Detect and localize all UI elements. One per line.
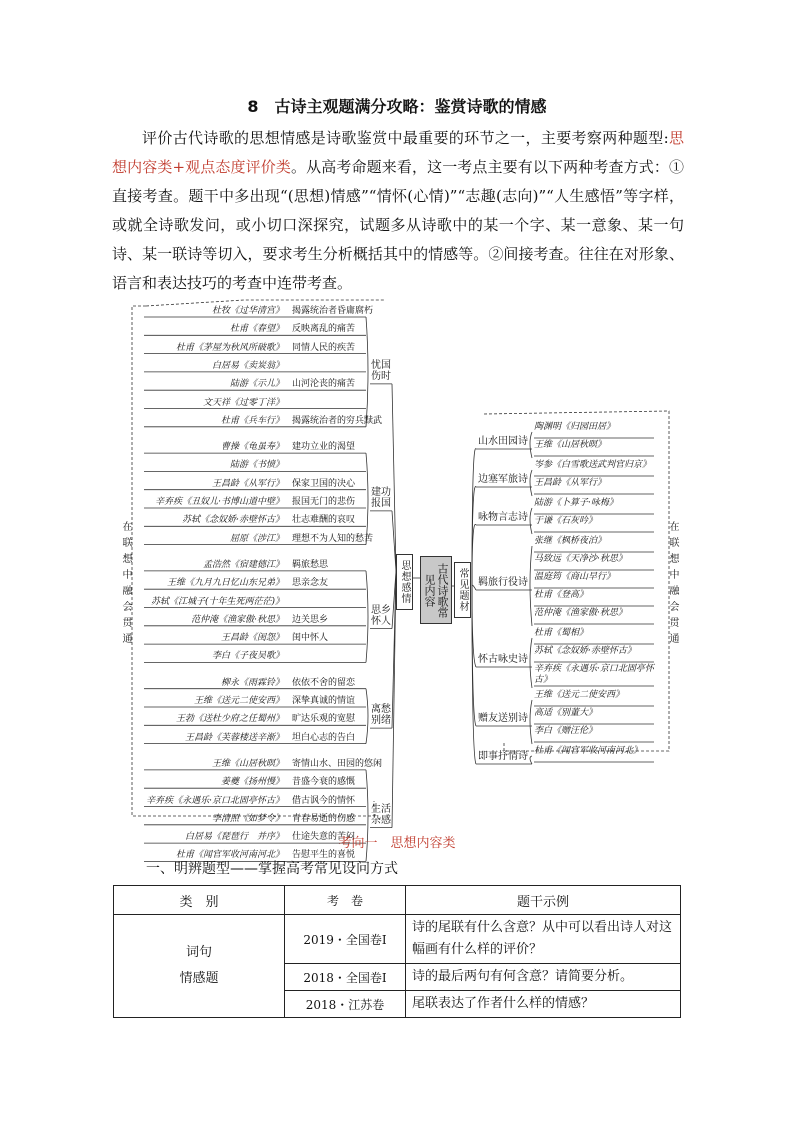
theme-label: 同情人民的疾苦 xyxy=(292,342,356,353)
poem-title: 苏轼《念奴娇·赤壁怀古》 xyxy=(182,515,284,526)
theme-label: 保家卫国的决心 xyxy=(292,478,356,489)
poem-title: 杜甫《春望》 xyxy=(229,324,284,335)
theme-label: 建功立业的渴望 xyxy=(292,442,356,453)
theme-label: 理想不为人知的愁苦 xyxy=(292,533,374,544)
intro-paragraph xyxy=(112,124,684,298)
category-cell xyxy=(114,915,285,1018)
right-root-box: 常见题材 xyxy=(454,562,471,618)
sub-heading: 一、明辨题型——掌握高考常见设问方式 xyxy=(146,861,398,877)
left-category-2: 思乡怀人 xyxy=(371,604,391,627)
theme-label: 青春易逝的伤感 xyxy=(292,813,356,824)
intro-text-2: 。从高考命题来看，这一考点主要有以下两种考查方式：①直接考查。题干中多出现“(思想)情感”“情怀(心情)”“志趣(志向)”“人生感悟”等字样，或就全诗歌发问，或小切口深探究，试题多从诗歌中的某一个字、某一意象、某一句诗、某一联诗等切入，要求考生分析概括其中的情感等。②间接考查。往往在对形象、语言和表达技巧的考查中连带考查。 xyxy=(112,158,684,292)
poem-title: 王昌龄《从军行》 xyxy=(534,478,607,488)
theme-label: 闺中怀人 xyxy=(292,633,329,644)
poem-title: 杜甫《闻官军收河南河北》 xyxy=(534,746,643,756)
theme-label: 依依不舍的留恋 xyxy=(292,677,356,688)
poem-title: 辛弃疾《永遇乐·京口北固亭怀古》 xyxy=(146,795,284,806)
poem-title: 张继《枫桥夜泊》 xyxy=(534,536,607,546)
header-category: 类 别 xyxy=(114,886,285,915)
right-category-5: 赠友送别诗 xyxy=(478,713,528,724)
poem-title: 王昌龄《闺怨》 xyxy=(220,633,284,644)
exam-cell: 2018・全国卷Ⅰ xyxy=(285,964,406,991)
right-category-0: 山水田园诗 xyxy=(478,436,528,447)
group-bracket xyxy=(530,638,532,688)
poem-title: 姜夔《扬州慢》 xyxy=(220,777,284,788)
right-category-1: 边塞军旅诗 xyxy=(478,474,528,485)
group-bracket xyxy=(530,470,532,496)
theme-label: 反映离乱的痛苦 xyxy=(292,324,356,335)
table-row xyxy=(114,915,681,964)
poem-title: 陆游《示儿》 xyxy=(229,379,284,390)
poem-title: 王勃《送杜少府之任蜀州》 xyxy=(175,714,284,725)
poem-title: 王维《送元二使安西》 xyxy=(534,690,625,700)
poem-title: 柳永《雨霖铃》 xyxy=(220,677,284,688)
poem-title: 杜牧《过华清宫》 xyxy=(211,306,284,316)
group-bracket xyxy=(530,432,532,458)
to-root-line xyxy=(472,586,476,764)
center-node: 古代诗歌常见内容 xyxy=(420,556,452,624)
theme-label: 深挚真诚的情谊 xyxy=(292,696,356,706)
left-root-box: 思想感情 xyxy=(396,554,413,610)
poem-title: 王维《山居秋暝》 xyxy=(534,440,607,450)
right-category-4: 怀古咏史诗 xyxy=(478,654,528,665)
theme-label: 坦白心志的告白 xyxy=(292,732,356,743)
example-cell: 尾联表达了作者什么样的情感？ xyxy=(406,991,681,1018)
category-line2: 情感题 xyxy=(179,971,219,986)
poem-title: 辛弃疾《永遇乐·京口北固亭怀古》 xyxy=(534,664,654,685)
theme-label: 山河沦丧的痛苦 xyxy=(292,379,356,390)
poem-title: 范仲淹《渔家傲·秋思》 xyxy=(191,614,284,625)
theme-label: 报国无门的悲伤 xyxy=(292,497,356,507)
poem-title: 杜甫《闻官军收河南河北》 xyxy=(175,850,284,861)
right-category-3: 羁旅行役诗 xyxy=(478,577,528,588)
theme-label: 羁旅愁思 xyxy=(292,559,329,570)
poem-title: 李白《赠汪伦》 xyxy=(534,726,598,736)
poem-title: 屈原《涉江》 xyxy=(229,533,284,544)
poem-title: 马致远《天净沙·秋思》 xyxy=(534,554,627,564)
group-bracket xyxy=(366,453,368,544)
group-bracket xyxy=(530,700,532,744)
poem-title: 苏轼《江城子(十年生死两茫茫)》 xyxy=(150,596,284,607)
group-bracket xyxy=(366,571,368,663)
poem-title: 于谦《石灰吟》 xyxy=(534,516,598,526)
poem-title: 杜甫《茅屋为秋风所破歌》 xyxy=(175,342,284,353)
group-bracket xyxy=(530,508,532,534)
category-line1: 词句 xyxy=(185,945,212,960)
right-category-2: 咏物言志诗 xyxy=(478,512,528,523)
exam-cell: 2018・江苏卷 xyxy=(285,991,406,1018)
poem-title: 陆游《卜算子·咏梅》 xyxy=(534,498,618,508)
poem-title: 范仲淹《渔家傲·秋思》 xyxy=(534,608,627,618)
poem-title: 李清照《如梦令》 xyxy=(211,813,284,824)
poem-title: 杜甫《蜀相》 xyxy=(534,628,589,638)
poem-title: 陆游《书愤》 xyxy=(229,460,284,471)
group-bracket xyxy=(530,546,532,626)
header-exam: 考 卷 xyxy=(285,886,406,915)
exam-cell: 2019・全国卷Ⅰ xyxy=(285,915,406,964)
poem-title: 王昌龄《从军行》 xyxy=(211,478,284,489)
example-cell: 诗的尾联有什么含意？从中可以看出诗人对这幅画有什么样的评价？ xyxy=(406,915,681,964)
poem-title: 白居易《卖炭翁》 xyxy=(211,360,284,371)
theme-label: 告慰平生的喜悦 xyxy=(292,850,356,861)
to-root-line xyxy=(472,585,476,590)
theme-label: 揭露统治者昏庸腐朽 xyxy=(292,306,374,316)
page-title: 8 古诗主观题满分攻略：鉴赏诗歌的情感 xyxy=(247,97,547,116)
left-category-4: 生活杂感 xyxy=(371,803,391,826)
poem-title: 王昌龄《芙蓉楼送辛渐》 xyxy=(184,732,284,743)
poem-title: 王维《山居秋暝》 xyxy=(211,758,284,769)
poem-title: 苏轼《念奴娇·赤壁怀古》 xyxy=(534,646,636,656)
poem-title: 王维《送元二使安西》 xyxy=(193,696,284,706)
left-category-0: 忧国伤时 xyxy=(371,359,391,382)
poem-title: 曹操《龟虽寿》 xyxy=(220,442,284,453)
right-category-6: 即事抒情诗 xyxy=(478,751,528,762)
intro-highlight: 思想内容类+观点态度评价类 xyxy=(112,129,684,176)
left-category-3: 离愁别绪 xyxy=(371,704,391,727)
group-bracket xyxy=(366,689,368,744)
poem-title: 陶渊明《归园田居》 xyxy=(534,422,616,432)
poem-title: 白居易《琵琶行 并序》 xyxy=(184,832,284,843)
theme-label: 寄情山水、田园的悠闲 xyxy=(292,758,383,769)
theme-label: 昔盛今衰的感慨 xyxy=(292,777,356,788)
section-heading: 考向一 思想内容类 xyxy=(338,836,456,851)
poem-title: 高适《别董大》 xyxy=(534,708,598,718)
poem-title: 杜甫《兵车行》 xyxy=(220,415,284,426)
poem-title: 李白《子夜吴歌》 xyxy=(211,651,284,662)
theme-label: 仕途失意的苦闷 xyxy=(292,832,356,843)
question-type-table xyxy=(113,885,681,1018)
table-header-row xyxy=(114,886,681,915)
left-category-1: 建功报国 xyxy=(371,486,391,509)
group-bracket xyxy=(366,317,368,427)
poem-title: 文天祥《过零丁洋》 xyxy=(202,397,284,408)
theme-label: 旷达乐观的宽慰 xyxy=(292,714,356,725)
theme-label: 思亲念友 xyxy=(292,578,329,589)
theme-label: 边关思乡 xyxy=(292,614,329,625)
poem-title: 温庭筠《商山早行》 xyxy=(534,572,616,582)
theme-label: 壮志难酬的哀叹 xyxy=(292,515,356,526)
intro-text-1: 评价古代诗歌的思想情感是诗歌鉴赏中最重要的环节之一，主要考察两种题型: xyxy=(142,129,669,147)
left-side-note: 在联想中融会贯通 xyxy=(120,521,131,649)
theme-label: 借古讽今的情怀 xyxy=(292,795,356,806)
poem-title: 岑参《白雪歌送武判官归京》 xyxy=(534,460,652,470)
poem-title: 孟浩然《宿建德江》 xyxy=(202,559,284,570)
group-bracket xyxy=(530,756,532,764)
right-side-note: 在联想中融会贯通 xyxy=(667,521,678,649)
theme-label: 揭露统治者的穷兵黩武 xyxy=(292,415,383,426)
poem-title: 王维《九月九日忆山东兄弟》 xyxy=(166,578,284,589)
header-example: 题干示例 xyxy=(406,886,681,915)
example-cell: 诗的最后两句有何含意？请简要分析。 xyxy=(406,964,681,991)
poem-title: 辛弃疾《丑奴儿·书博山道中壁》 xyxy=(155,497,284,507)
poem-title: 杜甫《登高》 xyxy=(534,590,589,600)
